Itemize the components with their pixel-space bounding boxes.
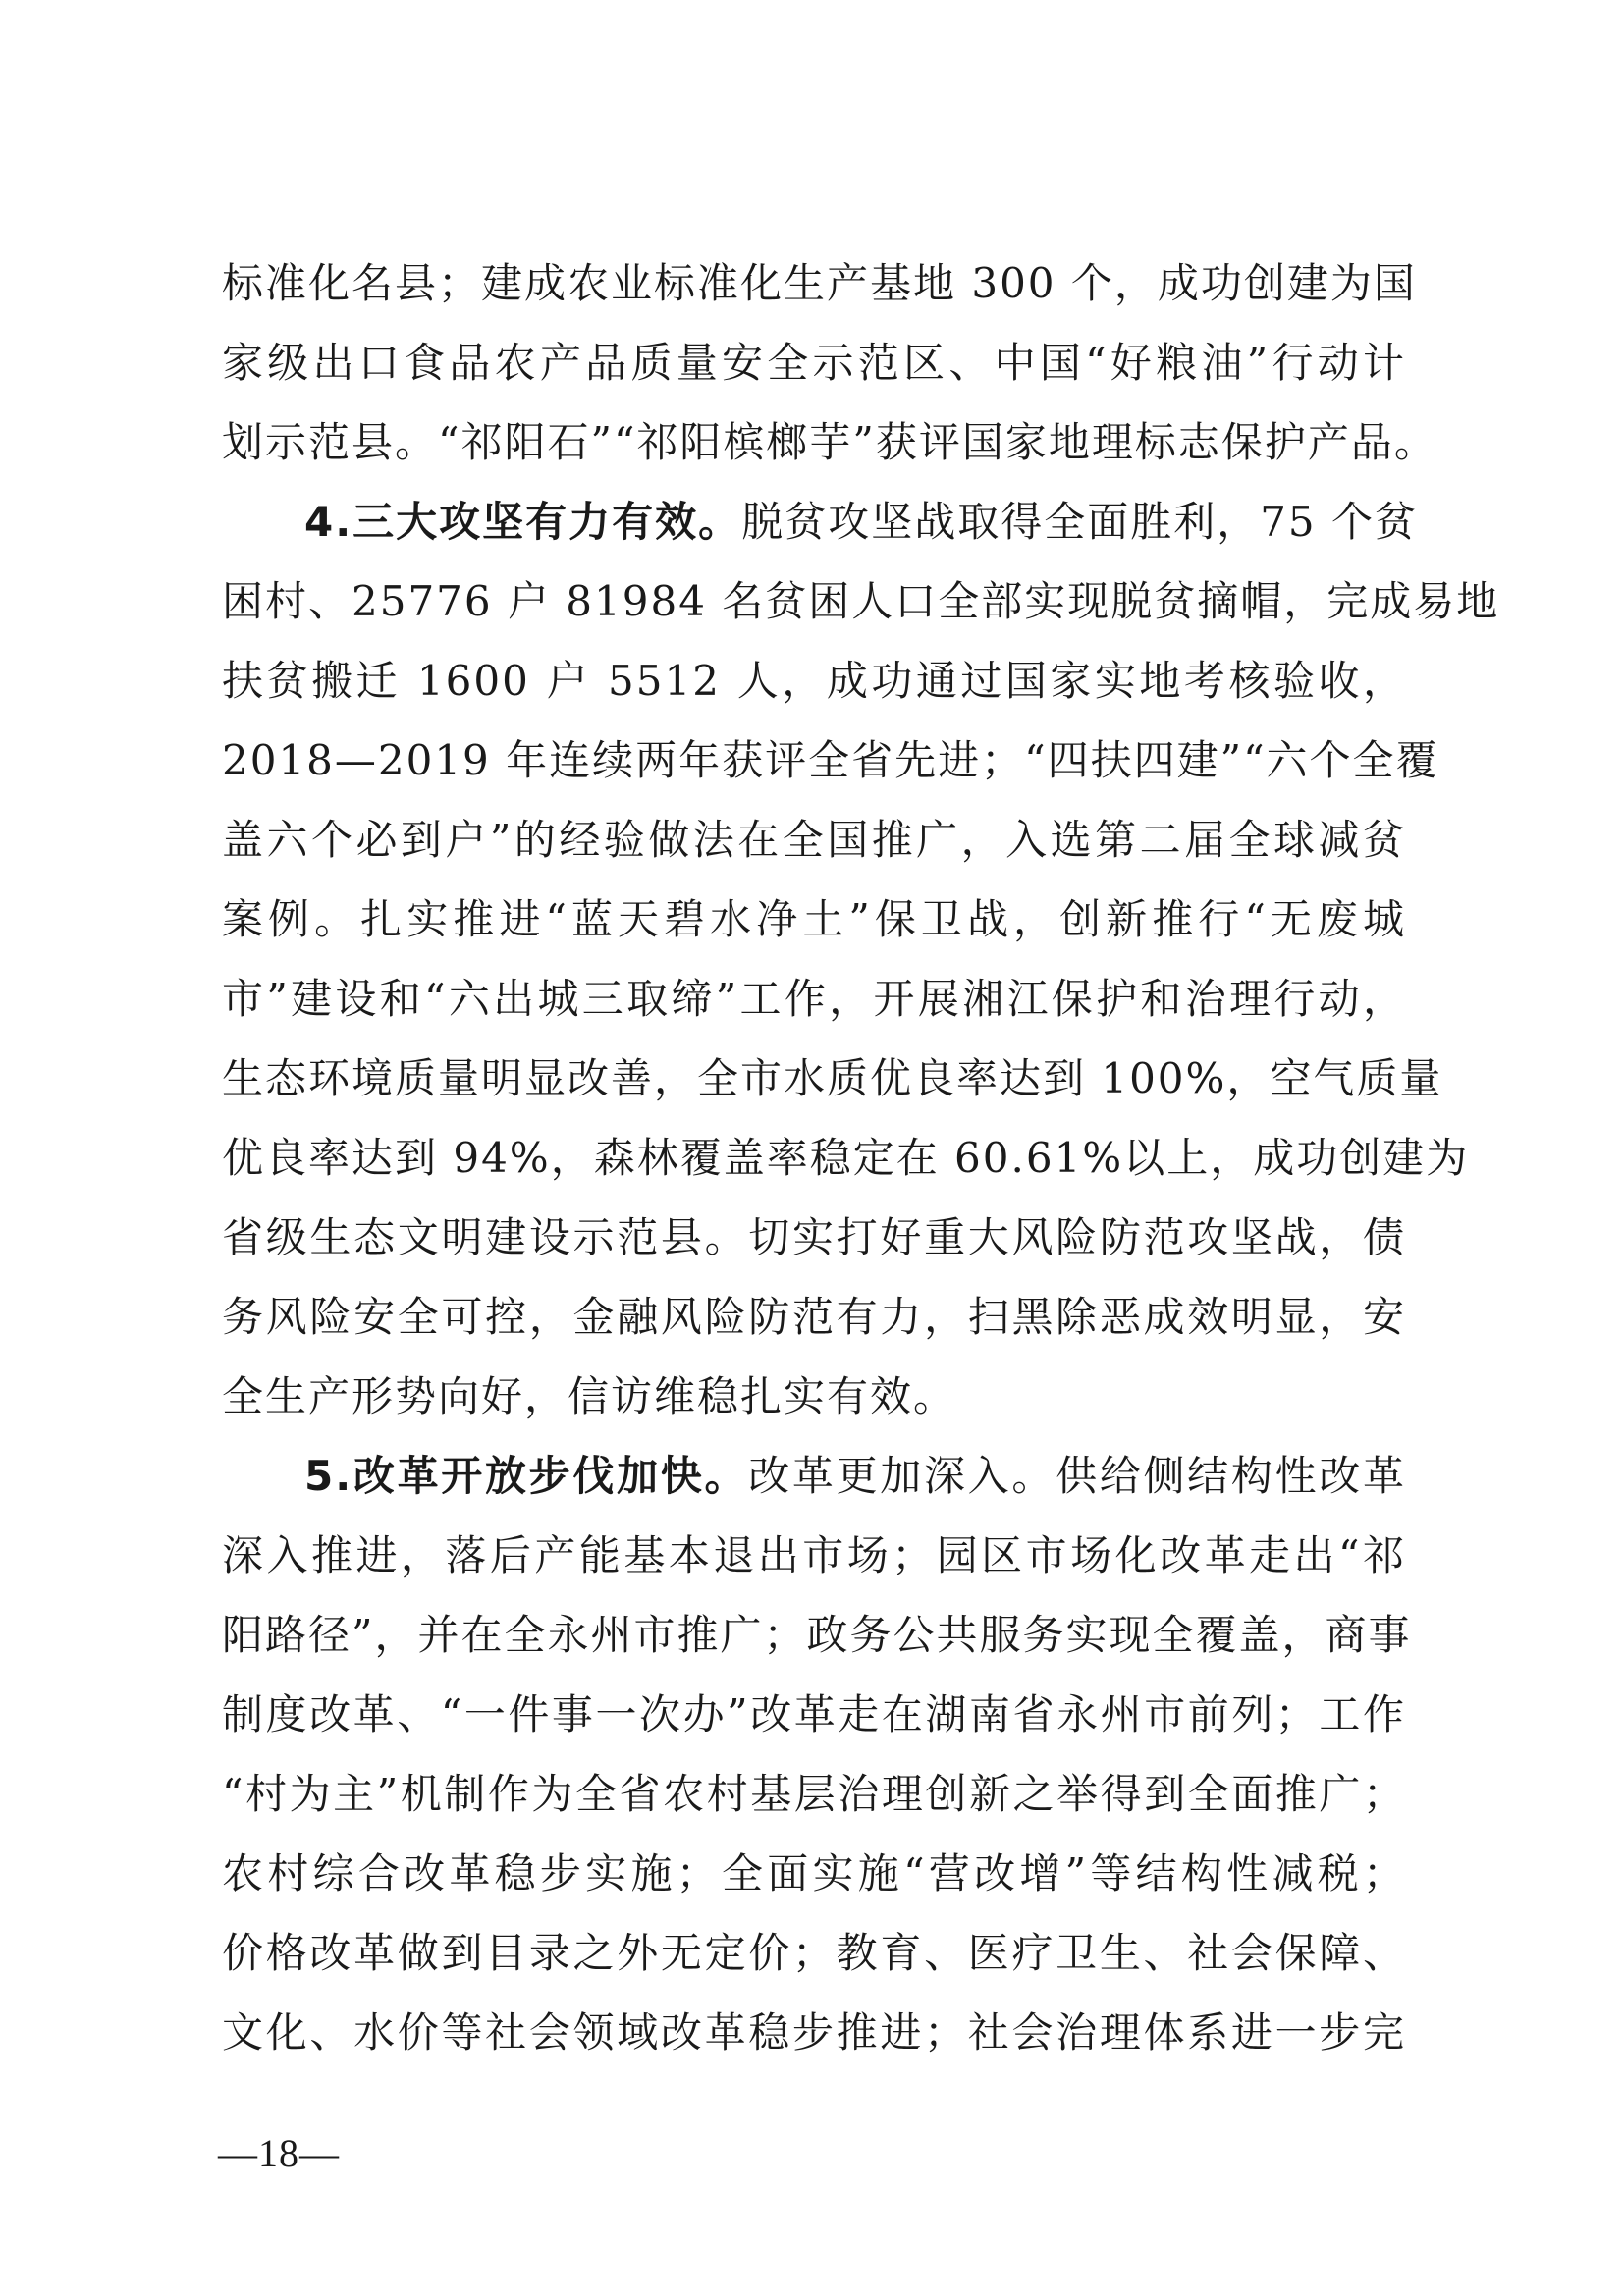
text-line: 深入推进，落后产能基本退出市场；园区市场化改革走出“祁 bbox=[222, 1531, 1406, 1579]
document-body bbox=[222, 243, 1500, 2072]
text-line: 扶贫搬迁 1600 户 5512 人，成功通过国家实地考核验收， bbox=[222, 657, 1406, 705]
text-line: 市”建设和“六出城三取缔”工作，开展湘江保护和治理行动， bbox=[222, 975, 1406, 1023]
page-number: —18— bbox=[218, 2131, 340, 2175]
text-line: 划示范县。“祁阳石”“祁阳槟榔芋”获评国家地理标志保护产品。 bbox=[222, 418, 1437, 466]
text-line: 困村、25776 户 81984 名贫困人口全部实现脱贫摘帽，完成易地 bbox=[222, 577, 1500, 625]
text-line: 务风险安全可控，金融风险防范有力，扫黑除恶成效明显，安 bbox=[222, 1293, 1406, 1341]
text-line: 全生产形势向好，信访维稳扎实有效。 bbox=[222, 1372, 957, 1420]
text-line: 家级出口食品农产品质量安全示范区、中国“好粮油”行动计 bbox=[222, 339, 1406, 387]
text-line: 盖六个必到户”的经验做法在全国推广，入选第二届全球减贫 bbox=[222, 816, 1406, 864]
text-line: 2018—2019 年连续两年获评全省先进；“四扶四建”“六个全覆 bbox=[222, 736, 1439, 784]
paragraph-first-line bbox=[222, 482, 1418, 561]
text-line: 农村综合改革稳步实施；全面实施“营改增”等结构性减税； bbox=[222, 1849, 1406, 1897]
text-line: 制度改革、“一件事一次办”改革走在湖南省永州市前列；工作 bbox=[222, 1690, 1406, 1738]
text-run: 脱贫攻坚战取得全面胜利，75 个贫 bbox=[741, 498, 1418, 546]
text-line: 阳路径”，并在全永州市推广；政务公共服务实现全覆盖，商事 bbox=[222, 1611, 1412, 1659]
text-line: 案例。扎实推进“蓝天碧水净土”保卫战，创新推行“无废城 bbox=[222, 895, 1406, 943]
text-line: 优良率达到 94%，森林覆盖率稳定在 60.61%以上，成功创建为 bbox=[222, 1134, 1470, 1182]
section-heading: 4.三大攻坚有力有效。 bbox=[304, 498, 742, 546]
paragraph-first-line bbox=[222, 1436, 1406, 1516]
text-line: 文化、水价等社会领域改革稳步推进；社会治理体系进一步完 bbox=[222, 2008, 1406, 2056]
text-line: 标准化名县；建成农业标准化生产基地 300 个，成功创建为国 bbox=[222, 259, 1417, 307]
section-heading: 5.改革开放步伐加快。 bbox=[304, 1452, 749, 1500]
text-line: “村为主”机制作为全省农村基层治理创新之举得到全面推广； bbox=[222, 1770, 1406, 1818]
text-line: 省级生态文明建设示范县。切实打好重大风险防范攻坚战，债 bbox=[222, 1213, 1406, 1261]
text-line: 价格改革做到目录之外无定价；教育、医疗卫生、社会保障、 bbox=[222, 1929, 1406, 1977]
text-run: 改革更加深入。供给侧结构性改革 bbox=[748, 1452, 1406, 1500]
text-line: 生态环境质量明显改善，全市水质优良率达到 100%，空气质量 bbox=[222, 1054, 1443, 1102]
